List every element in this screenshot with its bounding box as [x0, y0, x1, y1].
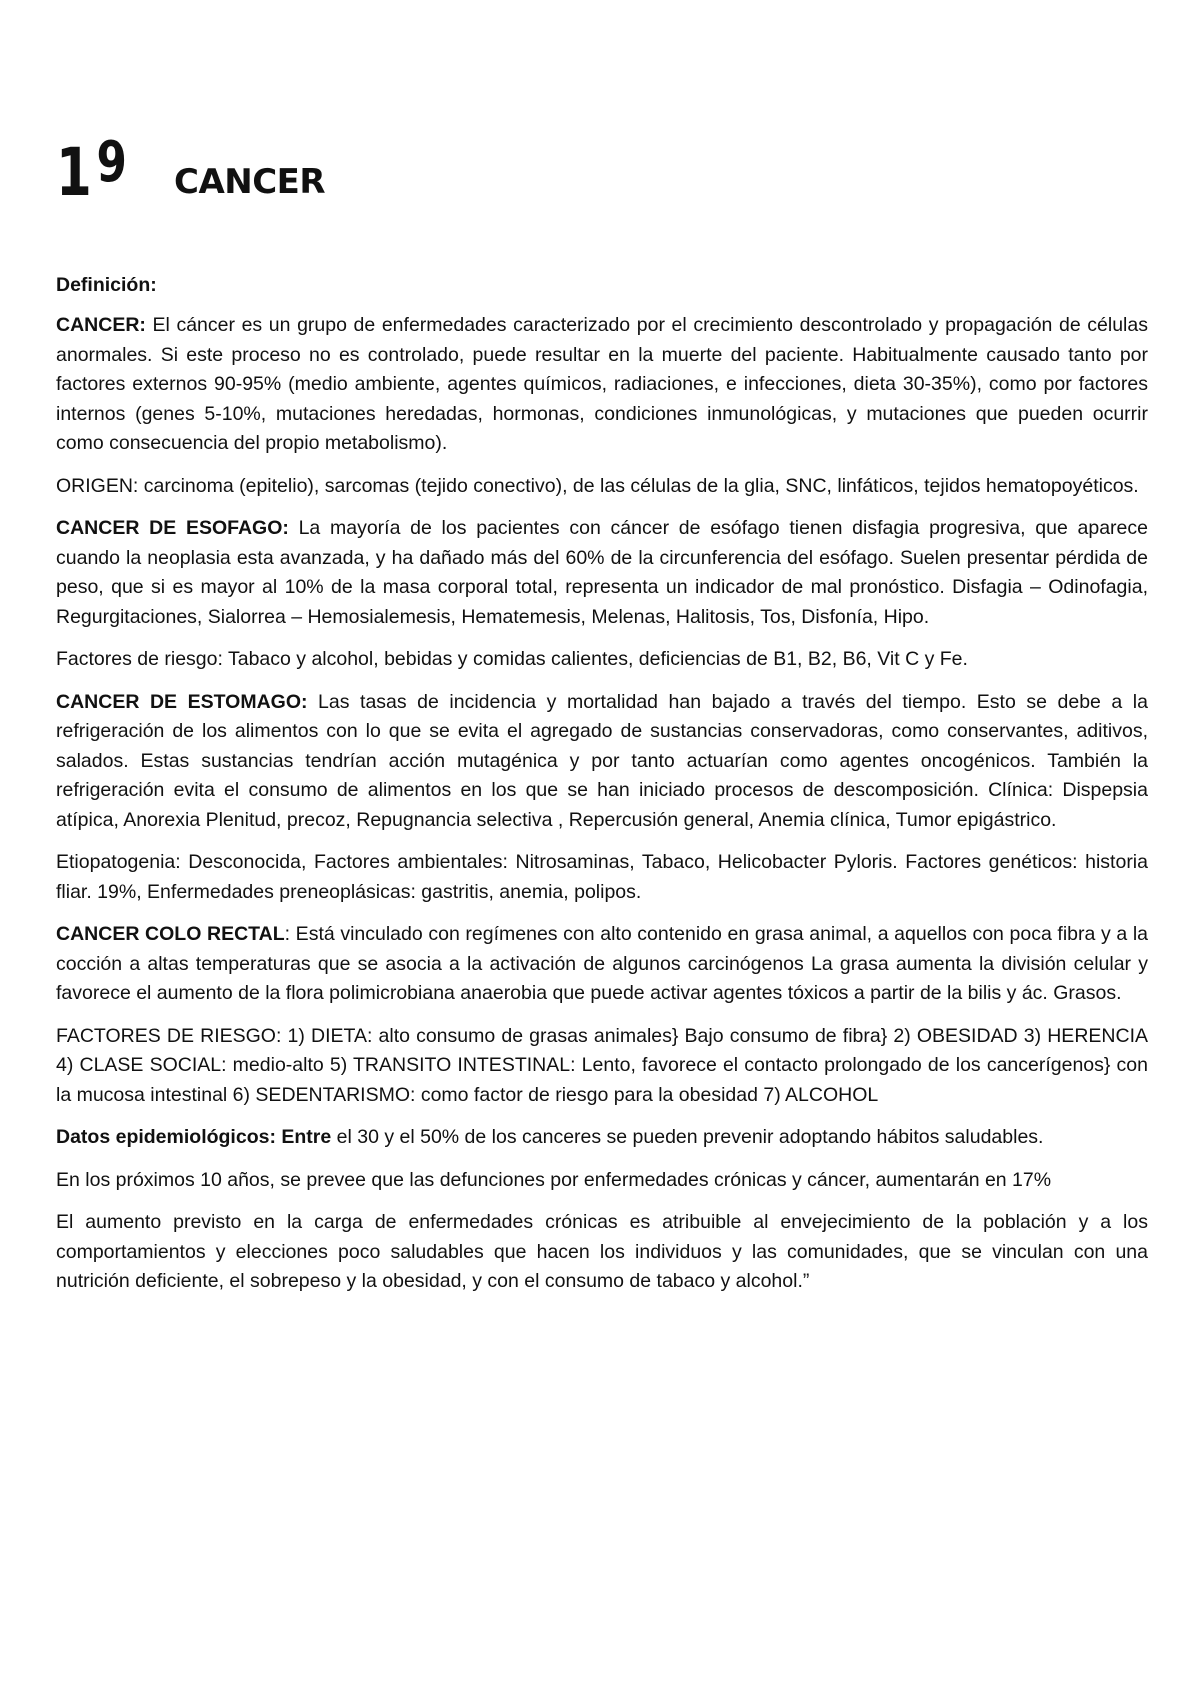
chapter-header	[56, 130, 1148, 230]
paragraph-text: El aumento previsto en la carga de enfermedades crónicas es atribuible al envejecimiento de la población y a los comportamientos y elecciones poco saludables que hacen los individuos y las comunidades, que se vinculan con una nutrición deficiente, el sobrepeso y la obesidad, y con el consumo de tabaco y alcohol.”	[56, 1211, 1148, 1292]
body-paragraph	[56, 1208, 1148, 1297]
body-paragraph	[56, 311, 1148, 459]
paragraph-text: Las tasas de incidencia y mortalidad han bajado a través del tiempo. Esto se debe a la refrigeración de los alimentos con lo que se evita el agregado de sustancias conservadoras, como conservantes, aditivos, salados. Estas sustancias tendrían acción mutagénica y por tanto actuarían como agentes oncogénicos. También la refrigeración evita el consumo de alimentos en los que se han iniciado procesos de descomposición. Clínica: Dispepsia atípica, Anorexia Plenitud, precoz, Repugnancia selectiva , Repercusión general, Anemia clínica, Tumor epigástrico.	[56, 690, 1148, 831]
document-page	[56, 130, 1149, 1310]
paragraph-lead: CANCER:	[56, 314, 146, 336]
chapter-number-digit-1: 1	[56, 134, 97, 211]
paragraph-text: Factores de riesgo: Tabaco y alcohol, bebidas y comidas calientes, deficiencias de B1, B2, B6, Vit C y Fe.	[56, 648, 968, 670]
chapter-number	[56, 130, 142, 211]
chapter-title: CANCER	[174, 162, 326, 202]
body-paragraph	[56, 472, 1148, 502]
body-paragraph	[56, 514, 1148, 632]
paragraph-text: FACTORES DE RIESGO: 1) DIETA: alto consumo de grasas animales} Bajo consumo de fibra} 2) OBESIDAD 3) HERENCIA 4) CLASE SOCIAL: medio-alto 5) TRANSITO INTESTINAL: Lento, favorece el contacto prolongado de los cancerígenos} con la mucosa intestinal 6) SEDENTARISMO: como factor de riesgo para la obesidad 7) ALCOHOL	[56, 1024, 1148, 1106]
body-paragraph	[56, 645, 1148, 675]
paragraph-text: ORIGEN: carcinoma (epitelio), sarcomas (tejido conectivo), de las células de la glia, SNC, linfáticos, tejidos hematopoyéticos.	[56, 474, 1139, 497]
body-paragraph	[56, 1022, 1148, 1111]
paragraph-text: el 30 y el 50% de los canceres se pueden prevenir adoptando hábitos saludables.	[331, 1126, 1044, 1148]
body-paragraph	[56, 848, 1148, 907]
paragraph-lead: CANCER DE ESOFAGO:	[56, 517, 289, 539]
paragraph-text: El cáncer es un grupo de enfermedades caracterizado por el crecimiento descontrolado y propagación de células anormales. Si este proceso no es controlado, puede resultar en la muerte del paciente. Habitualmente causado tanto por factores externos 90-95% (medio ambiente, agentes químicos, radiaciones, e infecciones, dieta 30-35%), como por factores internos (genes 5-10%, mutaciones heredadas, hormonas, condiciones inmunológicas, y mutaciones que pueden ocurrir como consecuencia del propio metabolismo).	[56, 314, 1148, 454]
body-paragraph	[56, 920, 1148, 1009]
paragraph-text: Etiopatogenia: Desconocida, Factores ambientales: Nitrosaminas, Tabaco, Helicobacter Pyloris. Factores genéticos: historia fliar. 19%, Enfermedades preneoplásicas: gastritis, anemia, polipos.	[56, 851, 1148, 903]
definition-label: Definición:	[56, 274, 157, 296]
body-paragraph	[56, 1123, 1148, 1153]
paragraph-text: : Está vinculado con regímenes con alto contenido en grasa animal, a aquellos con poca fibra y a la cocción a altas temperaturas que se asocia a la activación de algunos carcinógenos La grasa aumenta la división celular y favorece el aumento de la flora polimicrobiana anaerobia que puede activar agentes tóxicos a partir de la bilis y ác. Grasos.	[56, 923, 1149, 1004]
chapter-number-digit-2: 9	[96, 130, 132, 195]
body-paragraph	[56, 1166, 1148, 1196]
paragraph-text: En los próximos 10 años, se prevee que las defunciones por enfermedades crónicas y cáncer, aumentarán en 17%	[56, 1168, 1052, 1191]
body-text	[56, 311, 1148, 1297]
paragraph-lead: CANCER DE ESTOMAGO:	[56, 690, 308, 713]
paragraph-lead: CANCER COLO RECTAL	[56, 923, 285, 945]
body-paragraph	[56, 688, 1148, 836]
paragraph-text: La mayoría de los pacientes con cáncer de esófago tienen disfagia progresiva, que aparece cuando la neoplasia esta avanzada, y ha dañado más del 60% de la circunferencia del esófago. Suelen presentar pérdida de peso, que si es mayor al 10% de la masa corporal total, representa un indicador de mal pronóstico. Disfagia – Odinofagia, Regurgitaciones, Sialorrea – Hemosialemesis, Hematemesis, Melenas, Halitosis, Tos, Disfonía, Hipo.	[56, 517, 1148, 628]
paragraph-lead: Datos epidemiológicos: Entre	[56, 1126, 332, 1148]
